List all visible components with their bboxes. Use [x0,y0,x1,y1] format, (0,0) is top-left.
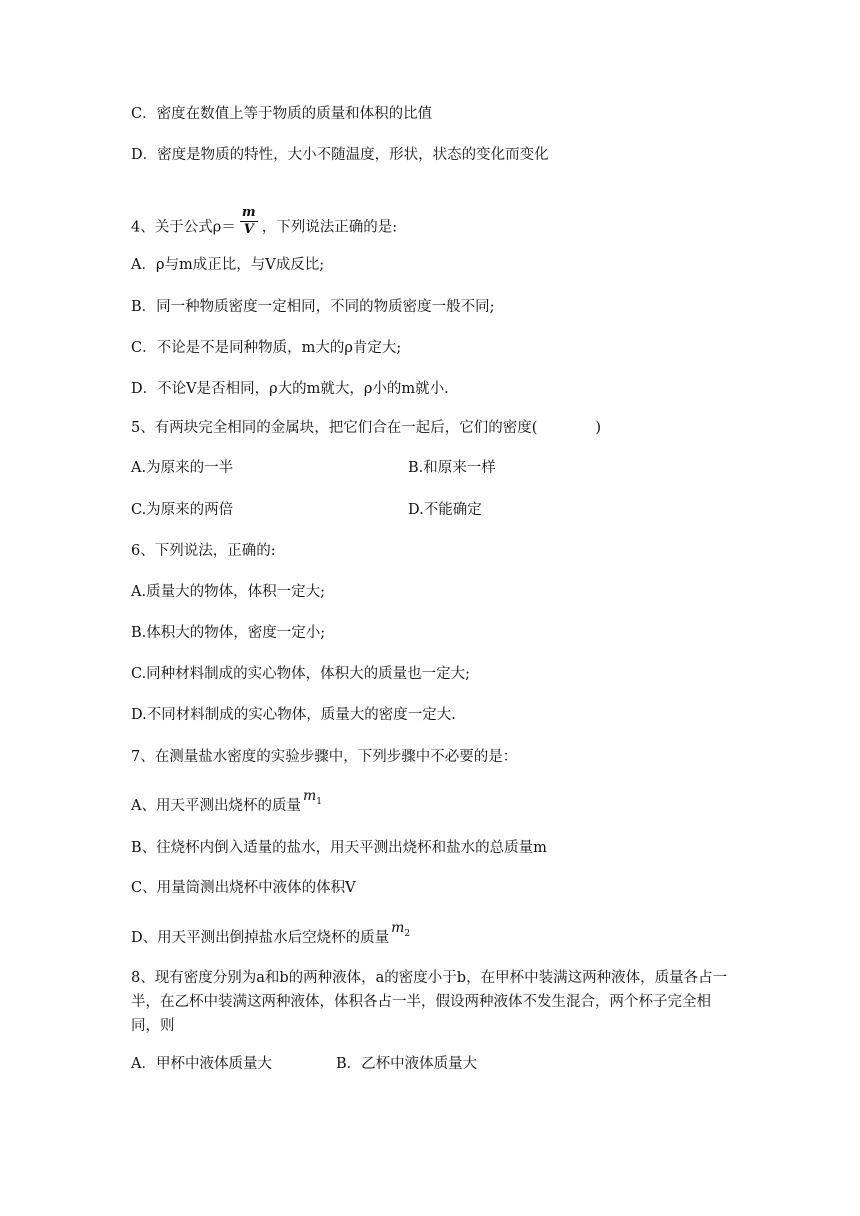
question-4-post: ，下列说法正确的是: [261,219,398,236]
option-7d-text: D、用天平测出倒掉盐水后空烧杯的质量 [131,930,390,946]
formula-numerator: m [241,205,256,220]
formula-fraction [240,206,258,237]
option-5a: A.为原来的一半 [131,460,234,476]
options-5-row1 [131,458,631,478]
option-7a-text: A、用天平测出烧杯的质量 [131,798,301,814]
option-8a: A．甲杯中液体质量大 [131,1056,272,1072]
option-4a: A．ρ与m成正比，与V成反比; [131,257,325,273]
formula-denominator: V [243,222,254,237]
symbol-m2: $m_2$ [391,920,411,939]
option-7d [131,920,411,954]
option-3c: C．密度在数值上等于物质的质量和体积的比值 [131,106,433,122]
question-8: 8、现有密度分别为a和b的两种液体，a的密度小于b，在甲杯中装满这两种液体，质量各占一半，在乙杯中装满这两种液体，体积各占一半，假设两种液体不发生混合，两个杯子完全相同，则 [131,970,728,1034]
option-4b: B．同一种物质密度一定相同，不同的物质密度一般不同; [131,299,495,315]
question-6: 6、下列说法，正确的: [131,543,276,559]
option-7b: B、往烧杯内倒入适量的盐水，用天平测出烧杯和盐水的总质量m [131,840,547,856]
option-6c: C.同种材料制成的实心物体，体积大的质量也一定大; [131,666,471,682]
symbol-m1: $m_1$ [302,788,322,807]
question-4-pre: 4、关于公式ρ＝ [131,219,236,236]
option-5d: D.不能确定 [408,502,482,518]
option-8b: B．乙杯中液体质量大 [336,1056,478,1072]
option-6d: D.不同材料制成的实心物体，质量大的密度一定大. [131,707,456,723]
option-6a: A.质量大的物体，体积一定大; [131,584,325,600]
option-5c: C.为原来的两倍 [131,502,234,518]
option-3d: D．密度是物质的特性，大小不随温度，形状，状态的变化而变化 [131,147,549,163]
option-7c: C、用量筒测出烧杯中液体的体积V [131,880,356,896]
option-4d: D．不论V是否相同，ρ大的m就大，ρ小的m就小. [131,381,449,397]
question-5: 5、有两块完全相同的金属块，把它们合在一起后，它们的密度( ) [131,420,602,436]
option-4c: C．不论是不是同种物质，m大的ρ肯定大; [131,340,402,356]
options-5-row2 [131,500,631,520]
option-5b: B.和原来一样 [408,460,496,476]
option-7a [131,788,322,822]
option-6b: B.体积大的物体，密度一定小; [131,625,326,641]
question-7: 7、在测量盐水密度的实验步骤中，下列步骤中不必要的是： [131,749,518,765]
options-8-row1 [131,1054,631,1074]
question-4 [131,205,398,243]
